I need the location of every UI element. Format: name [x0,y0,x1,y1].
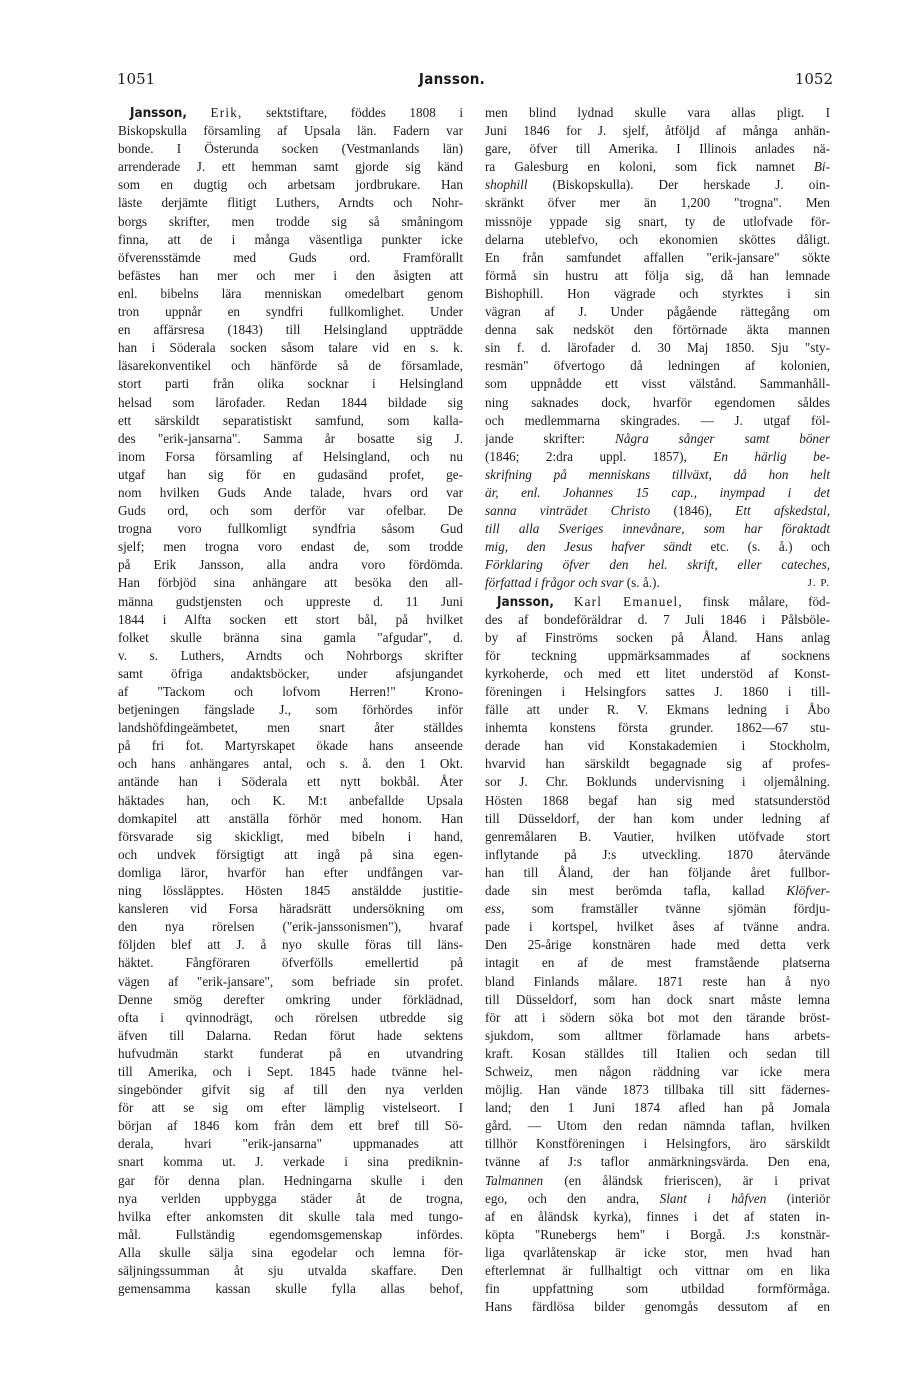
text-line: (1846; 2:dra uppl. 1857), En härlig be- [485,448,830,464]
text-line: helsad som lärofader. Redan 1844 bildade sig [118,394,463,410]
text-line: efterlemnat är fullhaltigt och vittnar om en lika [485,1263,830,1278]
left-column [118,104,463,1298]
text-line: mål. Fullständig egendomsgemenskap infördes. [118,1226,463,1242]
text-line: häktades han, och K. M:t anbefallde Upsala [118,792,463,808]
text-line: kyrkoherde, och med ett litet understöd af Konst- [485,665,830,681]
text-line: en affärsresa (1843) till Helsingland uppträdde [118,322,463,338]
text-line: inflytande på J:s utveckling. 1870 återvände [485,846,830,862]
text-line: folket skulle bränna sina gamla "afgudar", d. [118,629,463,645]
text-line: sor J. Chr. Boklunds undervisning i oljemålning. [485,774,830,790]
text-line: och undvek försigtigt att ingå på sina egen- [118,846,463,862]
text-line: för att i södern söka bot mot den tärande bröst- [485,1009,830,1025]
text-line: tron uppnår en syndfri fullkomlighet. Under [118,304,463,320]
text-line: denna sak nedsköt den förtörnade äkta mannen [485,322,830,338]
text-line: försvarade sig skickligt, med bibeln i hand, [118,828,463,844]
text-line: ego, och den andra, Slant i håfven (interiör [485,1190,830,1206]
text-line: som en dugtig och arbetsam jordbrukare. Han [118,177,463,193]
entry-heading-karl-emanuel-jansson: Jansson, Karl Emanuel, finsk målare, föd- [497,593,830,610]
text-line: äfven till Dalarna. Redan förut hade sektens [118,1027,463,1043]
text-line: Han förbjöd sina anhängare att besöka den all- [118,575,463,591]
text-line: sanna vinträdet Christo (1846), Ett afskedstal, [485,503,830,519]
text-line: början af 1846 kom från dem ett bref till Sö- [118,1118,463,1134]
text-line: Hans färdlösa bilder genomgås dessutom af en [485,1299,830,1315]
text-line: landshöfdingeämbetet, men snart åter ställdes [118,720,463,736]
text-line: läste derjämte flitigt Luthers, Arndts och Nohr- [118,195,463,211]
text-line: gar för denna plan. Hedningarna skulle i den [118,1172,463,1188]
text-line: han i Söderala socken såsom talare vid en s. k. [118,340,463,356]
text-line: gare, öfver till Amerika. I Illinois anlades nä- [485,141,830,157]
text-line: på Erik Jansson, alla andra voro fördömda. [118,557,463,573]
text-line: köpta "Runebergs hem" i Borgå. J:s konstnär- [485,1226,830,1242]
text-line: och hans anhängares antal, och s. å. den 1 Okt. [118,756,463,772]
text-line: ess, som framställer tvänne sjömän fördju- [485,901,830,917]
text-line: och medlemmarna skingrades. — J. utgaf föl- [485,412,830,428]
text-line: borgs skrifter, men trodde sig så småningom [118,213,463,229]
text-line: han till Åland, der han följande året fullbor- [485,864,830,880]
text-line: domliga läror, hvarför han efter undfången var- [118,864,463,880]
text-line: samt öfriga andaktsböcker, under afsjungandet [118,665,463,681]
text-line: nya verlden uppbygga städer åt de trogna, [118,1190,463,1206]
right-column [485,104,830,1316]
text-line: vägen af "erik-jansare", som befriade sin profet. [118,973,463,989]
text-line: för teckning uppmärksammades af socknens [485,647,830,663]
text-line: till Düsseldorf, der han kom under ledning af [485,810,830,826]
text-line: genremålaren B. Vautier, hvilken utöfvade stort [485,828,830,844]
text-line: land; den 1 Juni 1874 afled han på Jomala [485,1100,830,1116]
text-line: säljningssumman åt sju utvalda skaffare. Den [118,1263,463,1278]
text-line: tillhör Konstföreningen i Helsingfors, äro särskildt [485,1136,830,1152]
text-line: Biskopskulla församling af Upsala län. Fadern var [118,123,463,139]
text-line: fin uppfattning som utbildad formförmåga. [485,1281,830,1297]
text-line: sin f. d. lärofader d. 30 Maj 1850. Sju "sty- [485,340,830,356]
text-line: dade sin mest berömda tafla, kallad Klöfver- [485,883,830,899]
text-line: ning lössläpptes. Hösten 1845 anstäldde justitie- [118,883,463,899]
text-line: af "Tackom och lofvom Herren!" Krono- [118,684,463,699]
author-signature: J. P. [807,577,830,590]
text-line: domkapitel att anställa förhör med honom. Han [118,810,463,826]
text-line: mig, den Jesus hafver sändt etc. (s. å.) och [485,539,830,555]
text-line: des af bondeföräldrar d. 7 Juli 1846 i Pålsböle- [485,611,830,627]
text-line: sjelf; men trogna voro endast de, som trodde [118,539,463,555]
text-line: den nya rörelsen ("erik-janssonismen"), hvaraf [118,919,463,935]
text-line: fälle att under R. V. Ekmans ledning i Åbo [485,702,830,718]
text-line: nom hvilken Guds Ande talade, hvars ord var [118,484,463,500]
text-line: hvarvid han särskildt begagnade sig af profes- [485,756,830,772]
text-line: kraft. Kosan ställdes till Italien och sedan till [485,1045,830,1061]
entry-heading-erik-jansson: Jansson, Erik, sektstiftare, föddes 1808 i [130,105,463,121]
text-line: intagit en af de mest framstående platserna [485,955,830,971]
text-line: inom Forsa församling af Helsingland, och nu [118,448,463,464]
text-line: utgaf han sig för en gudasänd profet, ge- [118,466,463,482]
text-line: männa gudstjensten och uppreste d. 11 Juni [118,593,463,609]
text-line: följden blef att J. å nyo skulle föras till läns- [118,937,463,953]
text-line: by af Finströms socken på Åland. Hans anlag [485,629,830,645]
text-line: befästes han mer och mer i den åsigten att [118,267,463,283]
text-line: arrenderade J. ett hemman samt gjorde sig känd [118,159,463,175]
text-line: delarna uteblefvo, och ekonomien sköttes dåligt. [485,231,830,247]
text-line: ett särskildt separatistiskt samfund, som kalla- [118,412,463,428]
text-line: inhemta konstens första grunder. 1862—67 stu- [485,720,830,736]
text-line: v. s. Luthers, Arndts och Nohrborgs skrifter [118,647,463,663]
text-line: till Düsseldorf, som han dock snart måste lemna [485,991,830,1007]
text-line: Juni 1846 for J. sjelf, åtföljd af många anhän- [485,123,830,139]
text-line: snart komma ut. J. verkade i sina prediknin- [118,1154,463,1170]
text-line: Alla skulle sälja sina egodelar och lemna för- [118,1244,463,1260]
text-line: vägran af J. Under pågående rättegång om [485,304,830,320]
text-line: Den 25-årige konstnären hade med detta verk [485,937,830,953]
text-line: antände han i Söderala ett nytt bokbål. Åter [118,774,463,790]
text-line: skrifning på menniskans tillväxt, då hon helt [485,466,830,482]
text-line: ofta i qvinnodrägt, och rörelsen utbredde sig [118,1009,463,1025]
text-line: derade han vid Konstakademien i Stockholm, [485,738,830,754]
text-line: som uppnådde ett visst välstånd. Sammanhåll- [485,376,830,392]
text-line: Förklaring öfver den hel. skrift, eller cateches, [485,557,830,573]
text-line: missnöje yppade sig snart, ty de utlofvade för- [485,213,830,229]
text-line: men blind lydnad skulle vara allas pligt. I [485,105,830,120]
text-line: författad i frågor och svar (s. å.). J. P. [485,574,830,592]
text-line: läsarekonventikel och hänförde så de församlade, [118,358,463,374]
text-line: ning saknades dock, hvarför egendomen såldes [485,394,830,410]
text-line: Denne smög derefter omkring under förklädnad, [118,991,463,1007]
text-line: singebönder gifvit sig af till den nya verlden [118,1082,463,1098]
text-line: En från samfundet affallen "erik-jansare" sökte [485,249,830,265]
text-line: resmän" öfvertogo då ledningen af kolonien, [485,358,830,374]
text-line: enl. bibelns lära menniskan omedelbart genom [118,285,463,301]
text-line: möjlig. Han vände 1873 tillbaka till sitt fädernes- [485,1082,830,1098]
text-line: häktet. Fångföraren öfverfölls emellertid på [118,955,463,971]
text-line: Hösten 1868 begaf han sig med statsunderstöd [485,792,830,808]
text-line: tvänne af J:s taflor anmärkningsvärda. Den ena, [485,1154,830,1170]
text-line: på fri fot. Martyrskapet ökade hans anseende [118,738,463,754]
text-line: liga qvarlåtenskap är icke stor, men hvad han [485,1244,830,1260]
text-line: skränkt öfver mer än 1,200 "trogna". Men [485,195,830,211]
text-line: jande skrifter: Några sånger samt böner [485,430,830,446]
text-line: till Amerika, och i Sept. 1845 hade tvänne hel- [118,1063,463,1079]
text-line: är, enl. Johannes 15 cap., inympad i det [485,484,830,500]
text-line: shophill (Biskopskulla). Der herskade J. oin- [485,177,830,193]
text-line: sjukdom, som alltmer förlamade hans arbets- [485,1027,830,1043]
running-head: Jansson. [418,70,486,88]
text-line: Bishophill. Hon vägrade och styrktes i sin [485,285,830,301]
text-line: stort parti från olika socknar i Helsingland [118,376,463,392]
text-line: derala, hvari "erik-jansarna" uppmanades att [118,1136,463,1152]
text-line: till alla Sveriges innevånare, som har föraktadt [485,521,830,537]
text-line: för att se sig om efter lämplig vistelseort. I [118,1100,463,1116]
text-line: bonde. I Österunda socken (Vestmanlands län) [118,141,463,157]
text-line: gemensamma kassan skulle fylla allas behof, [118,1281,463,1297]
text-line: Talmannen (en åländsk frieriscen), är i privat [485,1172,830,1188]
text-line: ra Galesburg en koloni, som fick namnet Bi- [485,159,830,175]
text-line: förmå sin hustru att följa sig, då han lemnade [485,267,830,283]
text-line: föreningen i Helsingfors sattes J. 1860 i till- [485,684,830,699]
text-line: finna, att de i många väsentliga punkter icke [118,231,463,247]
text-line: des "erik-jansarna". Samma år bosatte sig J. [118,430,463,446]
text-line: hufvudmän starkt funderat på en utvandring [118,1045,463,1061]
text-line: af en åländsk kyrka), finnes i det af staten in- [485,1208,830,1224]
page-number-left: 1051 [117,70,156,88]
text-line: 1844 i Alfta socken ett stort bål, på hvilket [118,611,463,627]
text-line: bland Finlands målare. 1871 reste han å nyo [485,973,830,989]
text-line: öfverensstämde med Guds ord. Framförallt [118,249,463,265]
text-line: kansleren vid Forsa häradsrätt undersökning om [118,901,463,917]
page-header [0,70,904,94]
text-line: betjeningen fängslade J., som förhördes inför [118,702,463,718]
page-number-right: 1052 [794,70,833,88]
text-line: gård. — Utom den redan nämnda taflan, hvilken [485,1118,830,1134]
text-line: Guds ord, och som derför var ofelbar. De [118,503,463,519]
text-line: hvilka efter ankomsten dit skulle tala med tungo- [118,1208,463,1224]
text-line: Schweiz, men någon räddning var icke mera [485,1063,830,1079]
text-line: trogna voro fullkomligt syndfria såsom Gud [118,521,463,537]
text-line: pade i kortspel, hvilket åses af tvänne andra. [485,919,830,935]
